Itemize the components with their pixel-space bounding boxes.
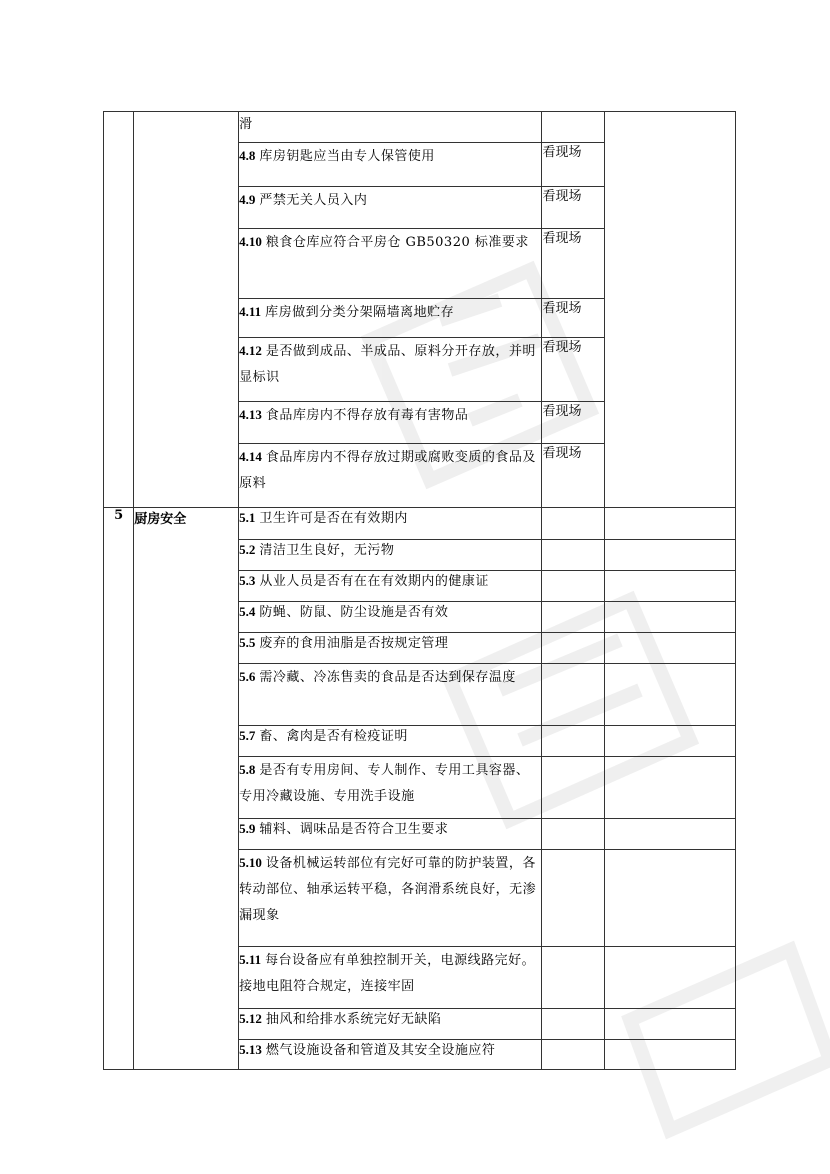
method-cell bbox=[542, 1040, 604, 1070]
item-text: 抽风和给排水系统完好无缺陷 bbox=[265, 1012, 442, 1027]
item-number: 4.11 bbox=[239, 304, 262, 319]
item-number: 5.8 bbox=[239, 762, 256, 777]
item-text: 食品库房内不得存放过期或腐败变质的食品及原料 bbox=[239, 450, 536, 491]
item-number: 5.13 bbox=[239, 1042, 262, 1057]
result-cell bbox=[604, 1040, 735, 1070]
item-cell bbox=[239, 299, 542, 338]
result-cell bbox=[604, 664, 735, 726]
result-cell bbox=[604, 1009, 735, 1040]
method-cell bbox=[542, 571, 604, 602]
item-cell bbox=[239, 112, 542, 143]
method-cell: 看现场 bbox=[542, 402, 604, 444]
item-number: 5.5 bbox=[239, 635, 256, 650]
item-number: 4.9 bbox=[239, 192, 256, 207]
method-cell bbox=[542, 602, 604, 633]
item-cell bbox=[239, 1009, 542, 1040]
item-text: 滑 bbox=[239, 117, 253, 132]
item-number: 5.3 bbox=[239, 573, 256, 588]
method-cell bbox=[542, 1009, 604, 1040]
item-text: 需冷藏、冷冻售卖的食品是否达到保存温度 bbox=[259, 670, 516, 685]
item-number: 4.14 bbox=[239, 449, 262, 464]
item-cell bbox=[239, 726, 542, 757]
item-number: 5.7 bbox=[239, 728, 256, 743]
item-cell bbox=[239, 602, 542, 633]
item-cell bbox=[239, 508, 542, 540]
item-text: 食品库房内不得存放有毒有害物品 bbox=[265, 408, 469, 423]
result-cell bbox=[604, 602, 735, 633]
method-cell bbox=[542, 850, 604, 947]
item-cell bbox=[239, 338, 542, 402]
method-cell bbox=[542, 508, 604, 540]
item-text: 严禁无关人员入内 bbox=[259, 193, 368, 208]
item-cell bbox=[239, 1040, 542, 1070]
item-number: 5.12 bbox=[239, 1011, 262, 1026]
item-cell bbox=[239, 444, 542, 508]
result-cell bbox=[604, 540, 735, 571]
item-cell bbox=[239, 947, 542, 1009]
item-text: 防蝇、防鼠、防尘设施是否有效 bbox=[259, 605, 449, 620]
item-text: 燃气设施设备和管道及其安全设施应符 bbox=[265, 1043, 496, 1058]
item-text: 卫生许可是否在有效期内 bbox=[259, 511, 408, 526]
item-text: 废弃的食用油脂是否按规定管理 bbox=[259, 636, 449, 651]
method-cell bbox=[542, 664, 604, 726]
table-row bbox=[104, 508, 736, 540]
method-cell: 看现场 bbox=[542, 187, 604, 229]
item-text: 是否做到成品、半成品、原料分开存放，并明显标识 bbox=[239, 344, 536, 385]
result-cell bbox=[604, 112, 735, 508]
result-cell bbox=[604, 757, 735, 819]
method-cell bbox=[542, 112, 604, 143]
item-text: 设备机械运转部位有完好可靠的防护装置，各转动部位、轴承运转平稳，各润滑系统良好，无渗漏现象 bbox=[239, 856, 537, 923]
method-cell: 看现场 bbox=[542, 444, 604, 508]
method-cell bbox=[542, 633, 604, 664]
item-text: 辅料、调味品是否符合卫生要求 bbox=[259, 822, 449, 837]
result-cell bbox=[604, 819, 735, 850]
item-cell bbox=[239, 187, 542, 229]
section-number-cell bbox=[104, 112, 134, 508]
item-text: 粮食仓库应符合平房仓 GB50320 标准要求 bbox=[265, 235, 529, 250]
item-number: 4.12 bbox=[239, 343, 262, 358]
item-number: 5.4 bbox=[239, 604, 256, 619]
item-cell bbox=[239, 850, 542, 947]
method-cell: 看现场 bbox=[542, 229, 604, 299]
method-cell: 看现场 bbox=[542, 143, 604, 187]
item-number: 5.10 bbox=[239, 855, 262, 870]
result-cell bbox=[604, 850, 735, 947]
result-cell bbox=[604, 947, 735, 1009]
item-cell bbox=[239, 819, 542, 850]
item-cell bbox=[239, 757, 542, 819]
table-row bbox=[104, 112, 736, 143]
item-cell bbox=[239, 143, 542, 187]
result-cell bbox=[604, 726, 735, 757]
method-cell bbox=[542, 819, 604, 850]
result-cell bbox=[604, 571, 735, 602]
item-cell bbox=[239, 664, 542, 726]
item-cell bbox=[239, 229, 542, 299]
method-cell bbox=[542, 540, 604, 571]
item-number: 5.6 bbox=[239, 669, 256, 684]
method-cell bbox=[542, 947, 604, 1009]
section-number: 5 bbox=[104, 508, 134, 1070]
item-text: 畜、禽肉是否有检疫证明 bbox=[259, 729, 408, 744]
item-number: 5.11 bbox=[239, 952, 262, 967]
method-cell: 看现场 bbox=[542, 338, 604, 402]
item-text: 是否有专用房间、专人制作、专用工具容器、专用冷藏设施、专用洗手设施 bbox=[239, 763, 530, 804]
item-number: 4.10 bbox=[239, 234, 262, 249]
item-number: 5.1 bbox=[239, 510, 256, 525]
item-cell bbox=[239, 571, 542, 602]
inspection-table bbox=[103, 111, 736, 1070]
section-category: 厨房安全 bbox=[134, 508, 239, 1070]
method-cell bbox=[542, 726, 604, 757]
item-cell bbox=[239, 540, 542, 571]
item-text: 从业人员是否有在在有效期内的健康证 bbox=[259, 574, 489, 589]
result-cell bbox=[604, 508, 735, 540]
item-number: 5.9 bbox=[239, 821, 256, 836]
method-cell: 看现场 bbox=[542, 299, 604, 338]
section-category-cell bbox=[134, 112, 239, 508]
item-number: 4.8 bbox=[239, 148, 256, 163]
method-cell bbox=[542, 757, 604, 819]
result-cell bbox=[604, 633, 735, 664]
item-number: 5.2 bbox=[239, 542, 256, 557]
item-text: 库房做到分类分架隔墙离地贮存 bbox=[265, 305, 455, 320]
item-number: 4.13 bbox=[239, 407, 262, 422]
item-text: 库房钥匙应当由专人保管使用 bbox=[259, 149, 435, 164]
item-cell bbox=[239, 633, 542, 664]
item-cell bbox=[239, 402, 542, 444]
item-text: 清洁卫生良好，无污物 bbox=[259, 543, 395, 558]
item-text: 每台设备应有单独控制开关，电源线路完好。接地电阻符合规定，连接牢固 bbox=[239, 953, 536, 994]
